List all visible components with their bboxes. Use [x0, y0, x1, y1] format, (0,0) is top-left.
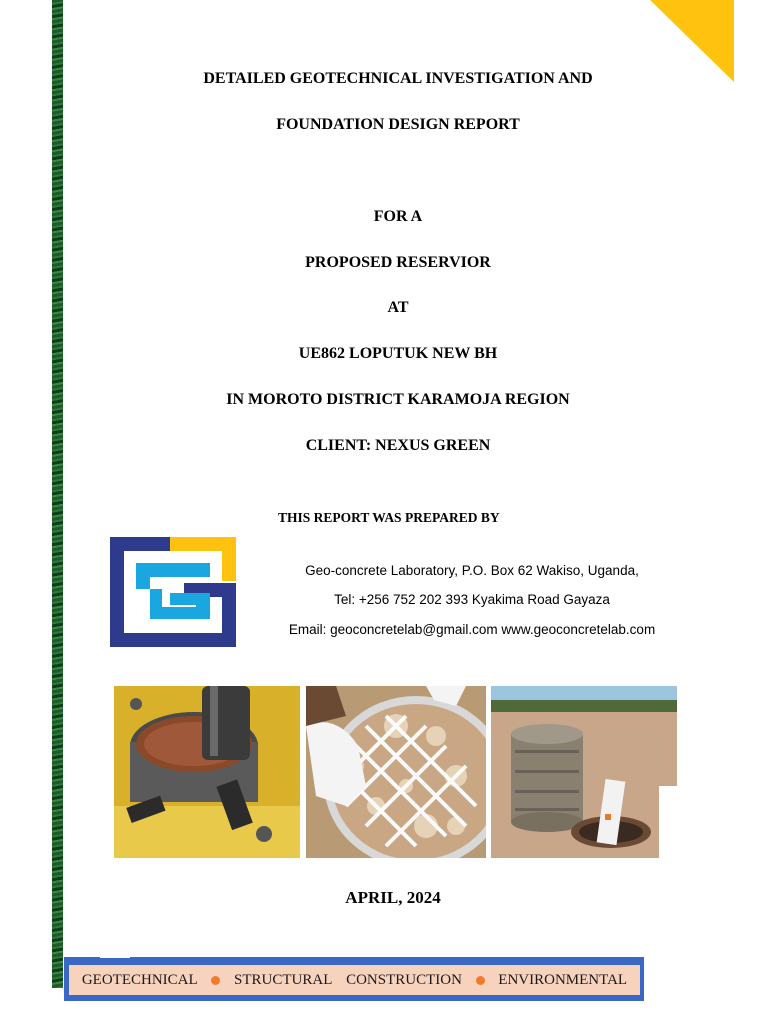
prepared-by-label: THIS REPORT WAS PREPARED BY	[278, 510, 500, 525]
decorative-border	[52, 0, 63, 988]
photo-compaction-test	[114, 686, 300, 858]
bullet-dot	[211, 976, 220, 985]
contact-email: Email: geoconcretelab@gmail.com www.geoconcretelab.com	[288, 622, 656, 637]
report-project: PROPOSED RESERVIOR	[305, 254, 491, 271]
report-date: APRIL, 2024	[345, 888, 441, 907]
report-title-line-1: DETAILED GEOTECHNICAL INVESTIGATION AND	[203, 70, 593, 87]
company-logo	[110, 537, 238, 647]
service-environmental: ENVIRONMENTAL	[498, 971, 628, 988]
report-title-line-2: FOUNDATION DESIGN REPORT	[276, 116, 520, 133]
footer-notch	[100, 952, 130, 958]
photo-sieve-analysis	[306, 686, 486, 858]
report-for: FOR A	[373, 208, 423, 225]
report-client: CLIENT: NEXUS GREEN	[305, 437, 491, 454]
contact-phone: Tel: +256 752 202 393 Kyakima Road Gayaza	[334, 592, 610, 607]
service-construction: CONSTRUCTION	[346, 971, 462, 988]
report-site: UE862 LOPUTUK NEW BH	[298, 345, 498, 362]
photo-field-core	[491, 686, 677, 858]
service-geotechnical: GEOTECHNICAL	[81, 971, 198, 988]
service-structural: STRUCTURAL	[234, 971, 333, 988]
services-footer-bar	[64, 957, 644, 1001]
contact-address: Geo-concrete Laboratory, P.O. Box 62 Wakiso, Uganda,	[305, 563, 639, 578]
bullet-dot	[476, 976, 485, 985]
report-at: AT	[387, 299, 409, 316]
report-location: IN MOROTO DISTRICT KARAMOJA REGION	[226, 391, 570, 408]
